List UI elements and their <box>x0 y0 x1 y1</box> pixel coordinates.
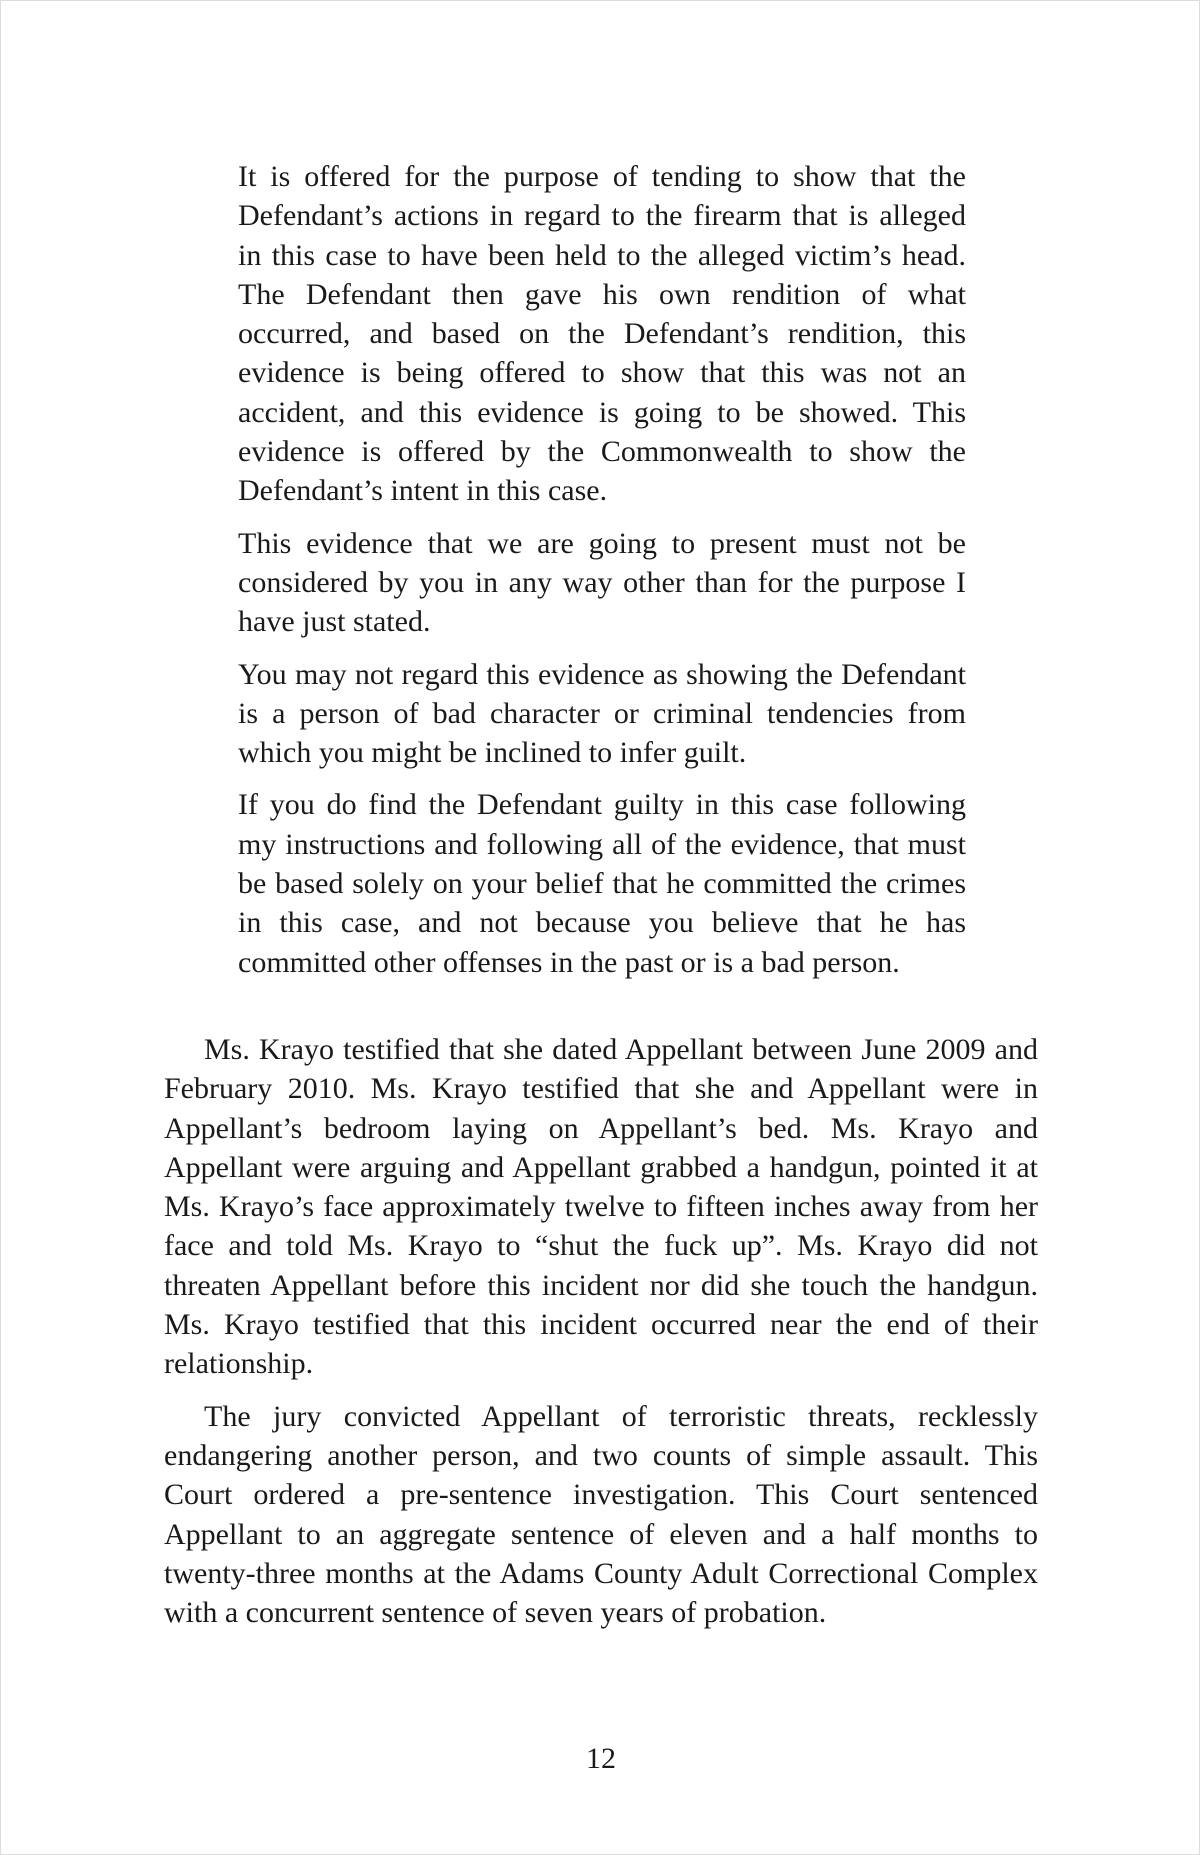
body-text <box>164 1030 1038 1645</box>
quote-paragraph-3: You may not regard this evidence as showing the Defendant is a person of bad character or criminal tendencies from which you might be inclined to infer guilt. <box>238 657 966 770</box>
quote-paragraph-2: This evidence that we are going to present must not be considered by you in any way other than for the purpose I have just stated. <box>238 526 966 639</box>
page-number: 12 <box>586 1742 616 1775</box>
quote-paragraph-1: It is offered for the purpose of tending to show that the Defendant’s actions in regard to the firearm that is alleged in this case to have been held to the alleged victim’s head. The Defendant then gave his own rendition of what occurred, and based on the Defendant’s rendition, this evidence is being offered to show that this was not an accident, and this evidence is going to be showed. This evidence is offered by the Commonwealth to show the Defendant’s intent in this case. <box>238 160 966 508</box>
body-paragraph-1: Ms. Krayo testified that she dated Appellant between June 2009 and February 2010. Ms. Krayo testified that she and Appellant were in Appellant’s bedroom laying on Appellant’s bed. Ms. Krayo and Appellant were arguing and Appellant grabbed a handgun, pointed it at Ms. Krayo’s face approximately twelve to fifteen inches away from her face and told Ms. Krayo to “shut the fuck up”. Ms. Krayo did not threaten Appellant before this incident nor did she touch the handgun. Ms. Krayo testified that this incident occurred near the end of their relationship. <box>164 1033 1038 1381</box>
block-quote <box>238 157 966 995</box>
body-paragraph-2: The jury convicted Appellant of terroristic threats, recklessly endangering another person, and two counts of simple assault. This Court ordered a pre-sentence investigation. This Court sentenced Appellant to an aggregate sentence of eleven and a half months to twenty-three months at the Adams County Adult Correctional Complex with a concurrent sentence of seven years of probation. <box>164 1399 1038 1630</box>
quote-paragraph-4: If you do find the Defendant guilty in this case following my instructions and following all of the evidence, that must be based solely on your belief that he committed the crimes in this case, and not because you believe that he has committed other offenses in the past or is a bad person. <box>238 788 966 979</box>
